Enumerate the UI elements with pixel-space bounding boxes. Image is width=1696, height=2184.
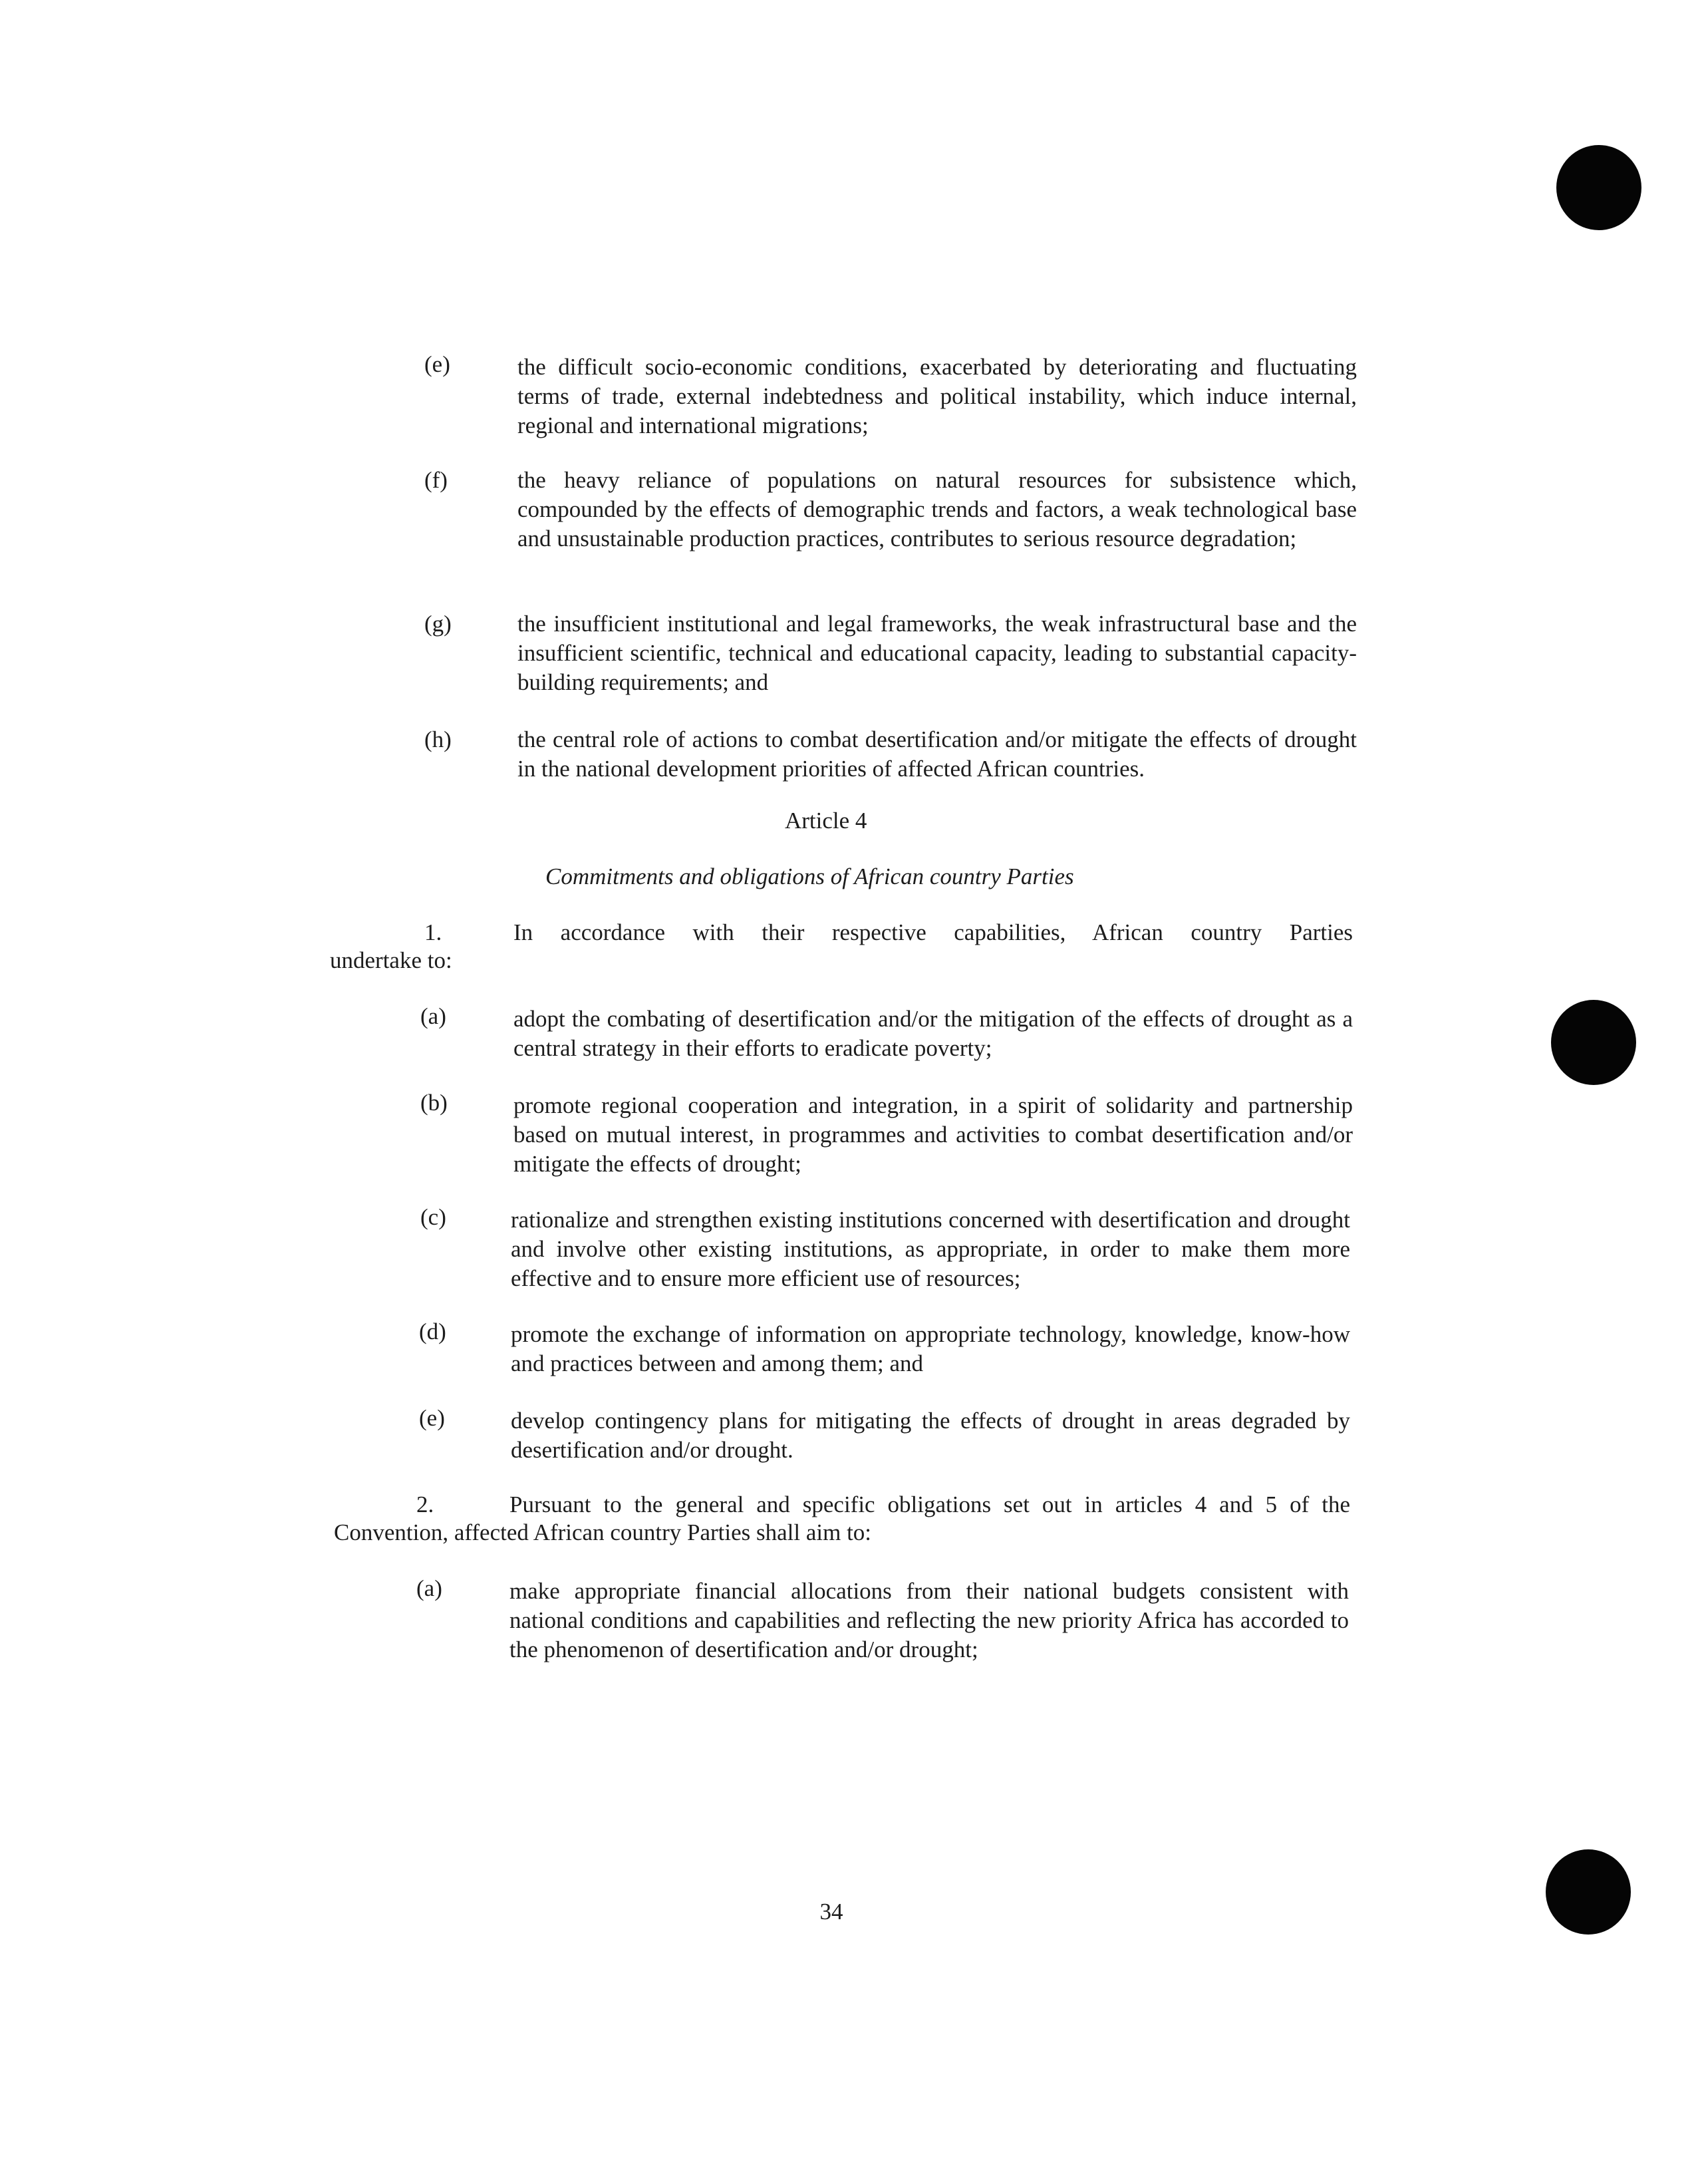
article-subtitle: Commitments and obligations of African country Parties <box>545 863 1074 889</box>
paragraph-text-first-line: In accordance with their respective capabilities, African country Parties <box>513 919 1353 945</box>
item-text: develop contingency plans for mitigating the effects of drought in areas degraded by desertification and/or drought. <box>511 1408 1350 1463</box>
punch-hole-top <box>1556 145 1641 230</box>
item-text: promote regional cooperation and integration, in a spirit of solidarity and partnership based on mutual interest, in programmes and activities to combat desertification and/or mitigate the effects of drought; <box>513 1092 1353 1177</box>
paragraph-number: 2. <box>416 1491 434 1517</box>
item-label: (d) <box>419 1319 446 1344</box>
punch-hole-bottom <box>1546 1849 1631 1935</box>
item-text: rationalize and strengthen existing institutions concerned with desertification and drought and involve other existing institutions, as appropriate, in order to make them more effective and to ensure more efficient use of resources; <box>511 1207 1350 1291</box>
punch-hole-middle <box>1551 1000 1636 1085</box>
page-number: 34 <box>819 1899 843 1925</box>
item-label: (e) <box>424 351 450 377</box>
paragraph-text-continued: Convention, affected African country Parties shall aim to: <box>334 1519 872 1545</box>
item-label: (g) <box>424 611 452 637</box>
item-label: (e) <box>419 1405 445 1431</box>
item-label: (f) <box>424 467 448 493</box>
item-text: the difficult socio-economic conditions, exacerbated by deteriorating and fluctuating terms of trade, external indebtedness and political instability, which induce internal, regional and international migrations; <box>517 354 1357 438</box>
paragraph-text-first-line: Pursuant to the general and specific obligations set out in articles 4 and 5 of the <box>509 1491 1350 1517</box>
item-label: (b) <box>420 1090 448 1116</box>
item-text: the central role of actions to combat desertification and/or mitigate the effects of drought in the national development priorities of affected African countries. <box>517 726 1357 782</box>
item-text: the heavy reliance of populations on natural resources for subsistence which, compounded by the effects of demographic trends and factors, a weak technological base and unsustainable production practices, contributes to serious resource degradation; <box>517 467 1357 551</box>
item-text: the insufficient institutional and legal frameworks, the weak infrastructural base and the insufficient scientific, technical and educational capacity, leading to substantial capacity-building requirements; and <box>517 611 1357 695</box>
paragraph-text-continued: undertake to: <box>330 947 452 973</box>
item-label: (a) <box>416 1575 442 1601</box>
item-text: make appropriate financial allocations from their national budgets consistent with national conditions and capabilities and reflecting the new priority Africa has accorded to the phenomenon of desertification and/or drought; <box>509 1578 1349 1662</box>
paragraph-number: 1. <box>424 919 442 945</box>
item-text: promote the exchange of information on appropriate technology, knowledge, know-how and practices between and among them; and <box>511 1321 1350 1376</box>
item-text: adopt the combating of desertification and/or the mitigation of the effects of drought as a central strategy in their efforts to eradicate poverty; <box>513 1006 1353 1061</box>
item-label: (a) <box>420 1003 446 1029</box>
article-title: Article 4 <box>785 808 867 834</box>
item-label: (h) <box>424 726 452 752</box>
item-label: (c) <box>420 1204 446 1230</box>
